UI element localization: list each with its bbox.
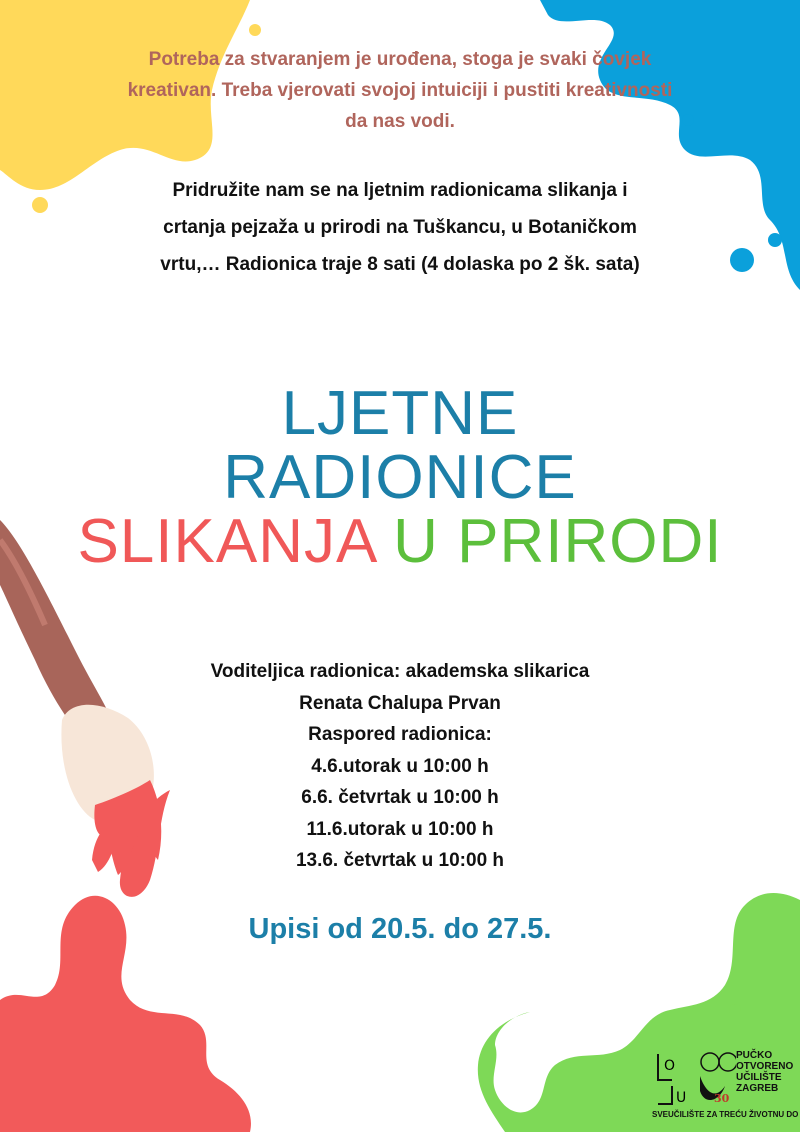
logo-letter-u: U bbox=[676, 1090, 687, 1106]
org-line: PUČKO bbox=[736, 1050, 773, 1061]
title-u-prirodi: U PRIRODI bbox=[393, 507, 723, 576]
schedule-date: 4.6.utorak u 10:00 h bbox=[311, 755, 489, 777]
schedule-label: Raspored radionica: bbox=[308, 724, 492, 745]
quote-line: kreativan. Treba vjerovati svojoj intuiciji i pustiti kreativnosti bbox=[127, 80, 673, 101]
org-line: OTVORENO bbox=[736, 1061, 794, 1072]
workshop-schedule bbox=[0, 656, 800, 877]
quote-line: da nas vodi. bbox=[345, 111, 455, 132]
title-slikanja: SLIKANJA bbox=[77, 507, 375, 576]
schedule-date: 11.6.utorak u 10:00 h bbox=[306, 818, 494, 840]
logo-letter-o: O bbox=[664, 1058, 676, 1074]
title-line-1: LJETNE bbox=[281, 379, 519, 448]
org-line: UČILIŠTE bbox=[736, 1072, 782, 1083]
logo-tagline: SVEUČILIŠTE ZA TREĆU ŽIVOTNU DO bbox=[652, 1110, 799, 1119]
intro-quote bbox=[0, 44, 800, 137]
leader-label: Voditeljica radionica: akademska slikarica bbox=[210, 661, 590, 682]
quote-line: Potreba za stvaranjem je urođena, stoga je svaki čovjek bbox=[148, 49, 652, 70]
organization-name bbox=[736, 1050, 793, 1094]
institution-logo bbox=[650, 1046, 800, 1132]
schedule-date: 13.6. četvrtak u 10:00 h bbox=[295, 850, 505, 871]
title-line-2: RADIONICE bbox=[223, 443, 577, 512]
org-line: ZAGREB bbox=[736, 1083, 779, 1094]
invite-line: Pridružite nam se na ljetnim radionicama slikanja i bbox=[172, 180, 628, 201]
leader-name: Renata Chalupa Prvan bbox=[299, 692, 501, 714]
enrollment-dates: Upisi od 20.5. do 27.5. bbox=[248, 913, 552, 945]
invite-line: vrtu,… Radionica traje 8 sati (4 dolaska po 2 šk. sata) bbox=[160, 254, 640, 275]
title-line-3 bbox=[0, 507, 800, 576]
schedule-date: 6.6. četvrtak u 10:00 h bbox=[301, 787, 499, 808]
invite-line: crtanja pejzaža u prirodi na Tuškancu, u Botaničkom bbox=[163, 217, 637, 238]
invitation-text bbox=[0, 172, 800, 283]
anniversary-number: 30 bbox=[714, 1092, 730, 1105]
poster-title bbox=[0, 379, 800, 576]
